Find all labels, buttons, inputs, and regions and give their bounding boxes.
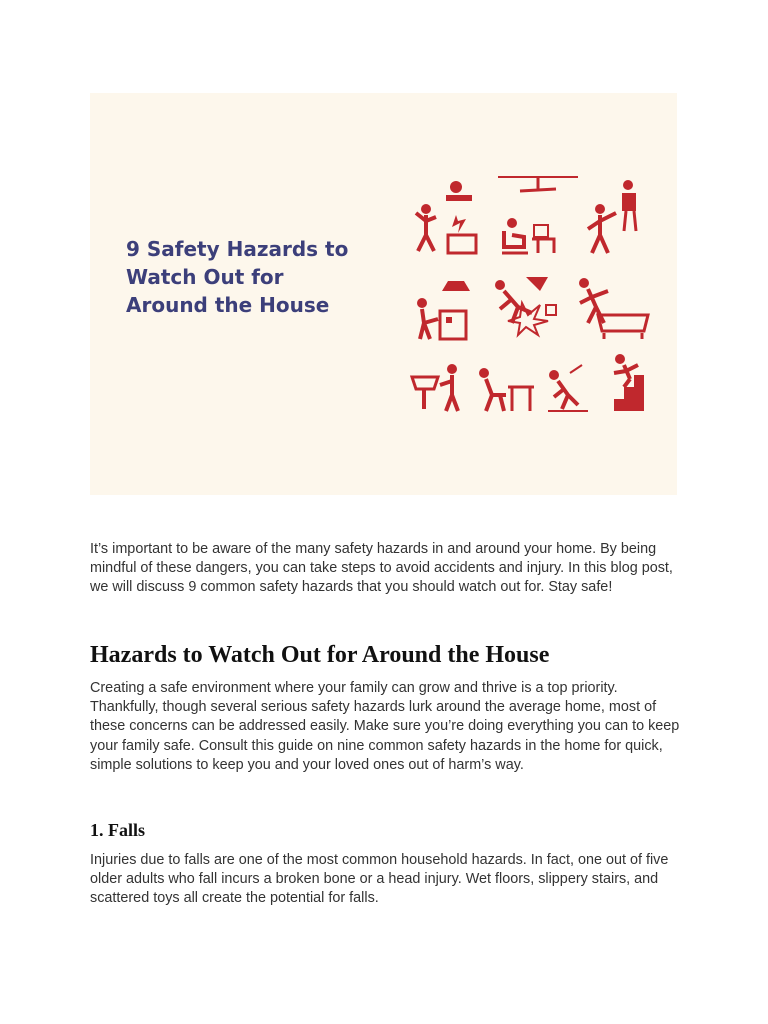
intro-paragraph: It’s important to be aware of the many safety hazards in and around your home. By being mindful of these dangers, you can take steps to avoid accidents and injury. In this blog post, we will discuss 9 common safety hazards that you should watch out for. Stay safe! (90, 541, 673, 596)
stove-hazard-icon (417, 281, 470, 339)
desk-electric-icon (479, 368, 534, 411)
falling-objects-icon (495, 277, 556, 335)
hero-title: 9 Safety Hazards to Watch Out for Around the House (126, 237, 349, 317)
sink-hazard-icon (412, 364, 458, 411)
fire-alarm-icon (588, 180, 636, 253)
bathtub-slip-icon (579, 278, 648, 339)
falls-paragraph: Injuries due to falls are one of the most common household hazards. In fact, one out of five older adults who fall incurs a broken bone or a head injury. Wet floors, slippery stairs, and scattered toys all create the potential for falls. (90, 852, 669, 907)
hazard-icons-grid (408, 173, 658, 423)
kitchen-fire-icon (416, 181, 476, 253)
section-heading: Hazards to Watch Out for Around the House (90, 642, 550, 668)
section-paragraph: Creating a safe environment where your family can grow and thrive is a top priority. Thankfully, though several serious safety hazards lurk around the average home, most of these concerns can be addressed easily. Make sure you’re doing everything you can to keep your family safe. Consult this guide on nine common safety hazards in the home for quick, simple solutions to keep you and your loved ones out of harm’s way. (90, 680, 680, 773)
falls-heading: 1. Falls (90, 820, 146, 840)
hero-image (90, 93, 677, 495)
stairs-fall-icon (614, 354, 644, 411)
fall-on-floor-icon (548, 365, 588, 411)
ceiling-fan-icon (498, 177, 578, 253)
